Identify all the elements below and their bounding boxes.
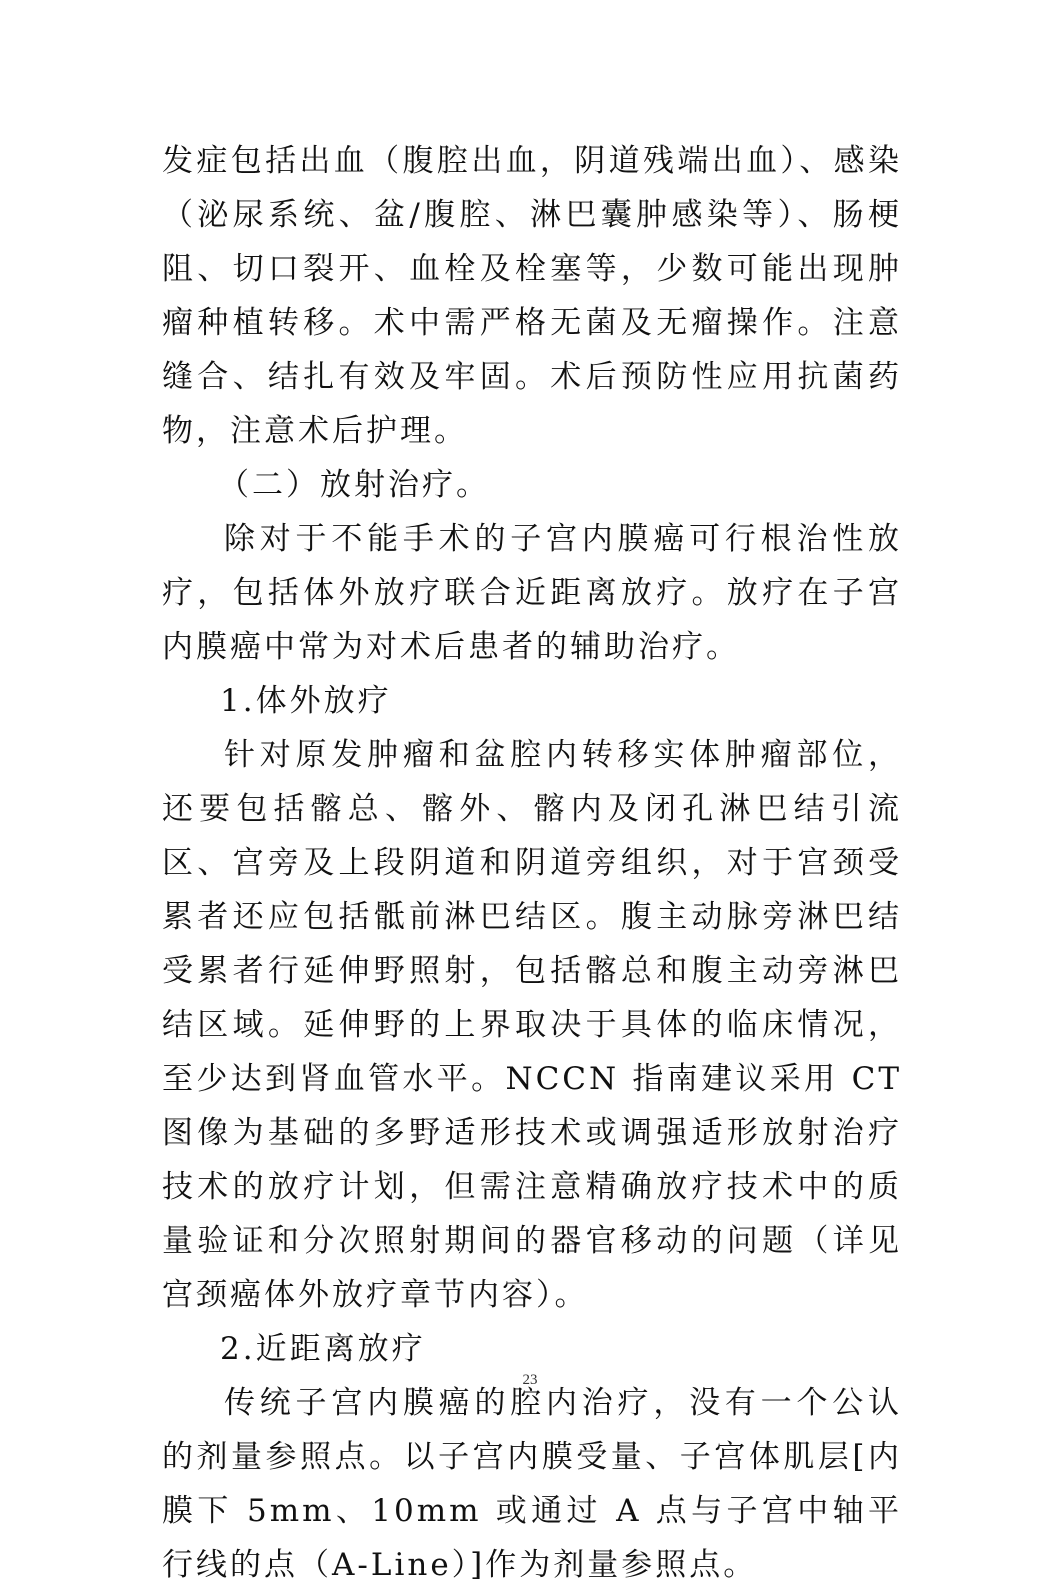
paragraph-external-radiotherapy: 针对原发肿瘤和盆腔内转移实体肿瘤部位，还要包括髂总、髂外、髂内及闭孔淋巴结引流区、宫旁及上段阴道和阴道旁组织，对于宫颈受累者还应包括骶前淋巴结区。腹主动脉旁淋巴结受累者行延伸野照射，包括髂总和腹主动旁淋巴结区域。延伸野的上界取决于具体的临床情况，至少达到肾血管水平。NCCN 指南建议采用 CT 图像为基础的多野适形技术或调强适形放射治疗技术的放疗计划，但需注意精确放疗技术中的质量验证和分次照射期间的器官移动的问题（详见宫颈癌体外放疗章节内容）。 [162, 737, 902, 1313]
section-heading-radiotherapy: （二）放射治疗。 [218, 467, 490, 503]
page-number: 23 [522, 1372, 538, 1388]
paragraph-brachytherapy: 传统子宫内膜癌的腔内治疗，没有一个公认的剂量参照点。以子宫内膜受量、子宫体肌层[内膜下 5mm、10mm 或通过 A 点与子宫中轴平行线的点（A-Line）]作为剂量参照点。 [162, 1385, 902, 1583]
paragraph-complications: 发症包括出血（腹腔出血，阴道残端出血）、感染（泌尿系统、盆/腹腔、淋巴囊肿感染等）、肠梗阻、切口裂开、血栓及栓塞等，少数可能出现肿瘤种植转移。术中需严格无菌及无瘤操作。注意缝合、结扎有效及牢固。术后预防性应用抗菌药物，注意术后护理。 [162, 143, 902, 449]
paragraph-radiotherapy-intro: 除对于不能手术的子宫内膜癌可行根治性放疗，包括体外放疗联合近距离放疗。放疗在子宫内膜癌中常为对术后患者的辅助治疗。 [162, 521, 902, 665]
subheading-brachytherapy: 2.近距离放疗 [220, 1331, 426, 1367]
subheading-external-radiotherapy: 1.体外放疗 [220, 683, 392, 719]
